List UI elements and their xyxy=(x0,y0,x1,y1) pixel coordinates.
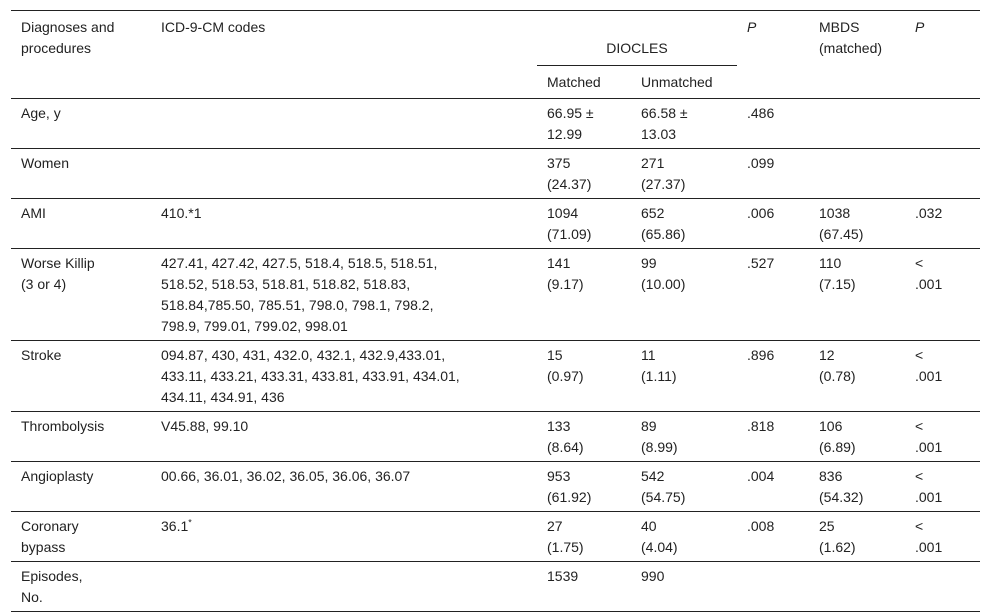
p-mbds-text: .032 xyxy=(915,205,943,221)
icd-codes-text: 410.*1 xyxy=(161,205,202,221)
matched-cell xyxy=(537,562,631,612)
row-label-cell xyxy=(11,199,151,249)
icd-codes-text: V45.88, 99.10 xyxy=(161,418,249,434)
matched-text: 375 (24.37) xyxy=(547,155,592,192)
unmatched-text: 271 (27.37) xyxy=(641,155,686,192)
row-label-cell xyxy=(11,341,151,412)
p-diocles-cell xyxy=(737,199,809,249)
icd-codes-text: 00.66, 36.01, 36.02, 36.05, 36.06, 36.07 xyxy=(161,468,411,484)
matched-cell xyxy=(537,249,631,341)
row-label-cell xyxy=(11,562,151,612)
footnote-marker: * xyxy=(188,517,192,528)
header-diocles xyxy=(537,11,737,66)
p-diocles-cell xyxy=(737,412,809,462)
row-label-cell xyxy=(11,249,151,341)
icd-codes-cell xyxy=(151,562,537,612)
header-matched: Matched xyxy=(537,66,631,99)
row-label-cell xyxy=(11,99,151,149)
row-label-text: Coronary bypass xyxy=(21,518,79,555)
p-diocles-text: .099 xyxy=(747,155,775,171)
row-label-cell xyxy=(11,412,151,462)
mbds-cell xyxy=(809,562,905,612)
table-row xyxy=(11,562,980,612)
icd-codes-cell xyxy=(151,462,537,512)
mbds-cell xyxy=(809,199,905,249)
unmatched-text: 990 xyxy=(641,568,665,584)
matched-text: 27 (1.75) xyxy=(547,518,584,555)
row-label-text: Women xyxy=(21,155,69,171)
p-diocles-text: .004 xyxy=(747,468,775,484)
mbds-text: 110 (7.15) xyxy=(819,255,856,292)
unmatched-cell xyxy=(631,249,737,341)
p-diocles-cell xyxy=(737,562,809,612)
header-diagnoses: Diagnoses and procedures xyxy=(11,11,151,99)
row-label-text: Thrombolysis xyxy=(21,418,105,434)
matched-text: 141 (9.17) xyxy=(547,255,584,292)
unmatched-cell xyxy=(631,99,737,149)
p-mbds-cell xyxy=(905,341,980,412)
icd-codes-cell xyxy=(151,149,537,199)
icd-codes-cell xyxy=(151,99,537,149)
unmatched-text: 652 (65.86) xyxy=(641,205,686,242)
unmatched-cell xyxy=(631,199,737,249)
p-diocles-text: .006 xyxy=(747,205,775,221)
header-p-mbds: P xyxy=(905,11,980,99)
table-row xyxy=(11,249,980,341)
matched-cell xyxy=(537,341,631,412)
mbds-text: 25 (1.62) xyxy=(819,518,856,555)
matched-cell xyxy=(537,149,631,199)
p-diocles-cell xyxy=(737,512,809,562)
matched-text: 15 (0.97) xyxy=(547,347,584,384)
matched-text: 1094 (71.09) xyxy=(547,205,592,242)
mbds-cell xyxy=(809,249,905,341)
p-mbds-cell xyxy=(905,99,980,149)
matched-cell xyxy=(537,512,631,562)
mbds-text: 12 (0.78) xyxy=(819,347,856,384)
p-mbds-text: < .001 xyxy=(915,418,943,455)
unmatched-cell xyxy=(631,412,737,462)
unmatched-text: 99 (10.00) xyxy=(641,255,686,292)
matched-text: 1539 xyxy=(547,568,579,584)
p-diocles-text: .527 xyxy=(747,255,775,271)
header-diocles-label: DIOCLES xyxy=(606,40,668,56)
p-diocles-text: .896 xyxy=(747,347,775,363)
table-row xyxy=(11,199,980,249)
unmatched-text: 11 (1.11) xyxy=(641,347,677,384)
header-unmatched: Unmatched xyxy=(631,66,737,99)
unmatched-text: 542 (54.75) xyxy=(641,468,686,505)
table-row xyxy=(11,341,980,412)
p-diocles-text: .008 xyxy=(747,518,775,534)
icd-codes-text: 427.41, 427.42, 427.5, 518.4, 518.5, 518.51, 518.52, 518.53, 518.81, 518.82, 518.83, 518.84,785.50, 785.51, 798.0, 798.1, 798.2, 798.9, 799.01, 799.02, 998.01 xyxy=(161,255,438,334)
row-label-cell xyxy=(11,462,151,512)
icd-codes-cell xyxy=(151,512,537,562)
icd-codes-cell xyxy=(151,412,537,462)
mbds-cell xyxy=(809,462,905,512)
icd-codes-text: 36.1 xyxy=(161,518,189,534)
row-label-text: AMI xyxy=(21,205,46,221)
header-icd-codes: ICD-9-CM codes xyxy=(151,11,537,99)
p-diocles-cell xyxy=(737,249,809,341)
unmatched-text: 66.58 ± 13.03 xyxy=(641,105,688,142)
p-mbds-cell xyxy=(905,412,980,462)
table-row xyxy=(11,149,980,199)
p-mbds-text: < .001 xyxy=(915,468,943,505)
matched-cell xyxy=(537,199,631,249)
header-p-diocles: P xyxy=(737,11,809,99)
p-mbds-cell xyxy=(905,512,980,562)
p-diocles-cell xyxy=(737,99,809,149)
table-row xyxy=(11,462,980,512)
icd-codes-cell xyxy=(151,199,537,249)
matched-text: 133 (8.64) xyxy=(547,418,584,455)
p-mbds-text: < .001 xyxy=(915,255,943,292)
matched-cell xyxy=(537,462,631,512)
row-label-text: Stroke xyxy=(21,347,62,363)
matched-text: 66.95 ± 12.99 xyxy=(547,105,594,142)
p-diocles-cell xyxy=(737,341,809,412)
p-mbds-cell xyxy=(905,199,980,249)
p-mbds-cell xyxy=(905,249,980,341)
matched-cell xyxy=(537,412,631,462)
unmatched-cell xyxy=(631,341,737,412)
p-mbds-text: < .001 xyxy=(915,518,943,555)
matched-cell xyxy=(537,99,631,149)
p-diocles-cell xyxy=(737,149,809,199)
p-mbds-text: < .001 xyxy=(915,347,943,384)
mbds-text: 836 (54.32) xyxy=(819,468,864,505)
mbds-text: 1038 (67.45) xyxy=(819,205,864,242)
mbds-cell xyxy=(809,341,905,412)
icd-codes-text: 094.87, 430, 431, 432.0, 432.1, 432.9,433.01, 433.11, 433.21, 433.31, 433.81, 433.91, 434.01, 434.11, 434.91, 436 xyxy=(161,347,460,405)
header-mbds: MBDS (matched) xyxy=(809,11,905,99)
row-label-text: Angioplasty xyxy=(21,468,94,484)
p-mbds-cell xyxy=(905,462,980,512)
table-row xyxy=(11,512,980,562)
diagnoses-table xyxy=(11,10,980,612)
mbds-cell xyxy=(809,149,905,199)
unmatched-cell xyxy=(631,462,737,512)
row-label-cell xyxy=(11,512,151,562)
p-diocles-text: .486 xyxy=(747,105,775,121)
icd-codes-cell xyxy=(151,249,537,341)
mbds-cell xyxy=(809,412,905,462)
unmatched-cell xyxy=(631,512,737,562)
mbds-text: 106 (6.89) xyxy=(819,418,856,455)
table-row xyxy=(11,99,980,149)
row-label-text: Episodes, No. xyxy=(21,568,83,605)
row-label-text: Age, y xyxy=(21,105,61,121)
row-label-cell xyxy=(11,149,151,199)
unmatched-cell xyxy=(631,149,737,199)
row-label-text: Worse Killip (3 or 4) xyxy=(21,255,95,292)
p-mbds-cell xyxy=(905,149,980,199)
table-row xyxy=(11,412,980,462)
unmatched-text: 89 (8.99) xyxy=(641,418,678,455)
mbds-cell xyxy=(809,512,905,562)
matched-text: 953 (61.92) xyxy=(547,468,592,505)
p-diocles-cell xyxy=(737,462,809,512)
unmatched-text: 40 (4.04) xyxy=(641,518,678,555)
unmatched-cell xyxy=(631,562,737,612)
p-diocles-text: .818 xyxy=(747,418,775,434)
p-mbds-cell xyxy=(905,562,980,612)
mbds-cell xyxy=(809,99,905,149)
icd-codes-cell xyxy=(151,341,537,412)
